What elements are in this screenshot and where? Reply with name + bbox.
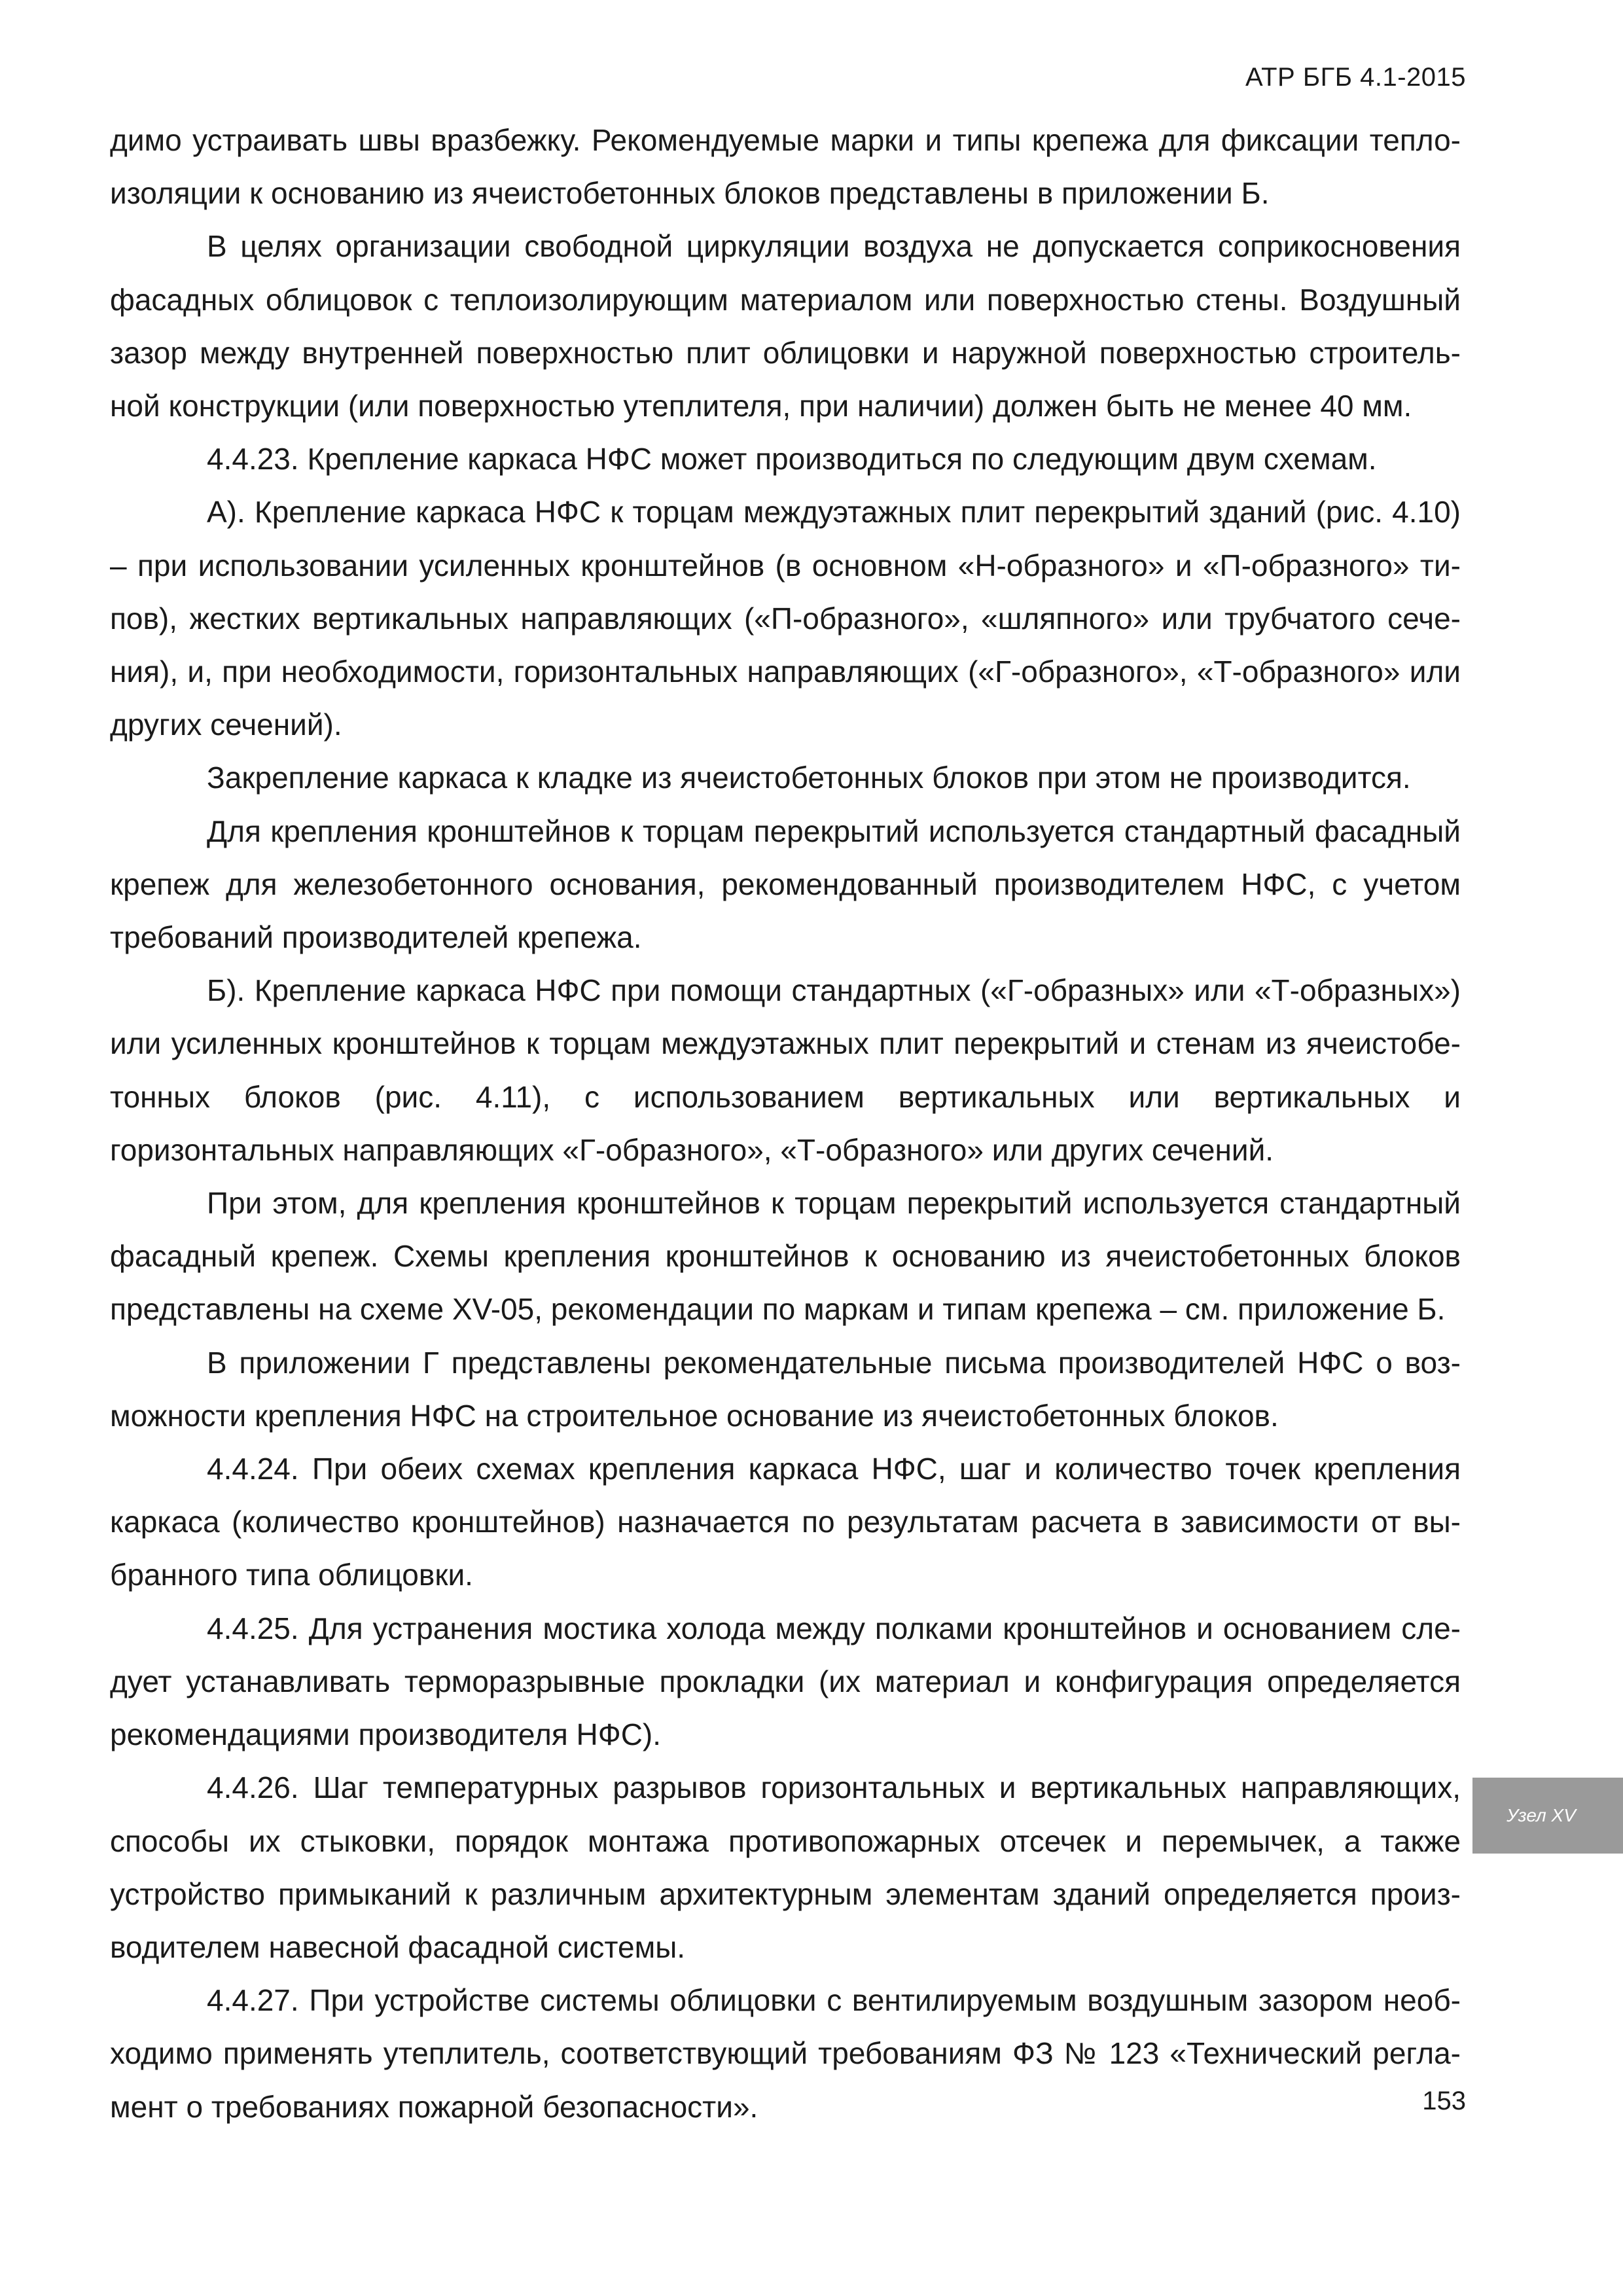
paragraph: В приложении Г представлены рекомендательные письма производителей НФС о воз-можности крепления НФС на строительное основание из ячеистобетонных блоков. bbox=[110, 1345, 1461, 1433]
document-code-header: АТР БГБ 4.1-2015 bbox=[1245, 63, 1466, 92]
paragraph: Для крепления кронштейнов к торцам перекрытий используется стандартный фасадный крепеж для железобетонного основания, рекомендованный производителем НФС, с учетом требований производителей крепежа. bbox=[110, 814, 1461, 955]
paragraph: 4.4.27. При устройстве системы облицовки с вентилируемым воздушным зазором необ-ходимо применять утеплитель, соответствующий требованиям ФЗ № 123 «Технический регла-мент о требованиях пожарной безопасности». bbox=[110, 1983, 1461, 2124]
page-number: 153 bbox=[1422, 2087, 1466, 2115]
paragraph: 4.4.23. Крепление каркаса НФС может производиться по следующим двум схемам. bbox=[207, 442, 1377, 476]
paragraph: димо устраивать швы вразбежку. Рекомендуемые марки и типы крепежа для фиксации тепло-изоляции к основанию из ячеистобетонных блоков представлены в приложении Б. bbox=[110, 123, 1461, 211]
document-body bbox=[110, 114, 1461, 2134]
paragraph: В целях организации свободной циркуляции воздуха не допускается соприкосновения фасадных облицовок с теплоизолирующим материалом или поверхностью стены. Воздушный зазор между внутренней поверхностью плит облицовки и наружной поверхностью строитель-ной конструкции (или поверхностью утеплителя, при наличии) должен быть не менее 40 мм. bbox=[110, 229, 1461, 423]
paragraph: 4.4.24. При обеих схемах крепления каркаса НФС, шаг и количество точек крепления каркаса (количество кронштейнов) назначается по результатам расчета в зависимости от вы-бранного типа облицовки. bbox=[110, 1452, 1461, 1592]
paragraph: А). Крепление каркаса НФС к торцам междуэтажных плит перекрытий зданий (рис. 4.10) – при использовании усиленных кронштейнов (в основном «Н-образного» и «П-образного» ти-пов), жестких вертикальных направляющих («П-образного», «шляпного» или трубчатого сече-ния), и, при необходимости, горизонтальных направляющих («Г-образного», «Т-образного» или других сечений). bbox=[110, 495, 1461, 742]
paragraph: При этом, для крепления кронштейнов к торцам перекрытий используется стандартный фасадный крепеж. Схемы крепления кронштейнов к основанию из ячеистобетонных блоков представлены на схеме XV-05, рекомендации по маркам и типам крепежа – см. приложение Б. bbox=[110, 1186, 1461, 1327]
paragraph: Б). Крепление каркаса НФС при помощи стандартных («Г-образных» или «Т-образных») или усиленных кронштейнов к торцам междуэтажных плит перекрытий и стенам из ячеистобе-тонных блоков (рис. 4.11), с использованием вертикальных или вертикальных и горизонтальных направляющих «Г-образного», «Т-образного» или других сечений. bbox=[110, 973, 1461, 1167]
section-side-tab-label: Узел XV bbox=[1507, 1805, 1576, 1825]
paragraph: Закрепление каркаса к кладке из ячеистобетонных блоков при этом не производится. bbox=[207, 761, 1411, 795]
section-side-tab bbox=[1472, 1778, 1623, 1854]
paragraph: 4.4.26. Шаг температурных разрывов горизонтальных и вертикальных направляющих, способы их стыковки, порядок монтажа противопожарных отсечек и перемычек, а также устройство примыканий к различным архитектурным элементам зданий определяется произ-водителем навесной фасадной системы. bbox=[110, 1770, 1461, 1964]
paragraph: 4.4.25. Для устранения мостика холода между полками кронштейнов и основанием сле-дует устанавливать терморазрывные прокладки (их материал и конфигурация определяется рекомендациями производителя НФС). bbox=[110, 1611, 1461, 1752]
